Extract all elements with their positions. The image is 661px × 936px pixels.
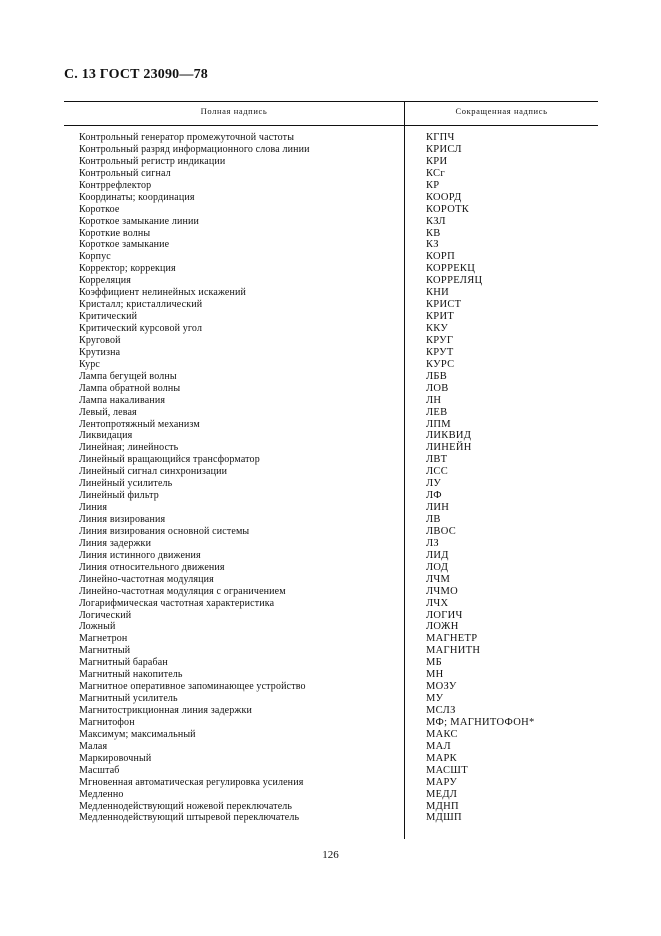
- full-inscription: Лампа бегущей волны: [79, 370, 177, 382]
- table-row: [64, 347, 598, 359]
- page-number: 126: [322, 849, 339, 861]
- short-inscription: МБ: [426, 657, 442, 669]
- short-inscription: ККУ: [426, 323, 449, 334]
- column-header-short: Сокращенная надпись: [455, 106, 548, 116]
- table-row: [64, 693, 598, 705]
- table-row: [64, 192, 598, 204]
- short-inscription: КРУТ: [426, 346, 454, 358]
- full-inscription: Линейный усилитель: [79, 478, 173, 490]
- page-title: С. 13 ГОСТ 23090—78: [64, 67, 208, 82]
- table-row: [64, 180, 598, 192]
- table-row: [64, 586, 598, 598]
- short-inscription: КУРС: [426, 358, 455, 370]
- table-row: [64, 335, 598, 347]
- short-inscription: КООРД: [426, 191, 462, 203]
- table-row: [64, 562, 598, 574]
- table-row: [64, 789, 598, 801]
- full-inscription: Корреляция: [79, 275, 132, 287]
- table-row: [64, 359, 598, 371]
- full-inscription: Лентопротяжный механизм: [79, 418, 200, 430]
- short-inscription: ЛЗ: [426, 537, 439, 549]
- short-inscription: МУ: [426, 693, 444, 705]
- table-row: [64, 574, 598, 586]
- full-inscription: Короткое: [79, 203, 120, 215]
- table-row: [64, 383, 598, 395]
- full-inscription: Контррефлектор: [79, 179, 152, 191]
- column-header-full: Полная надпись: [200, 106, 268, 116]
- short-inscription: МН: [426, 669, 444, 681]
- full-inscription: Линия визирования: [79, 514, 166, 525]
- table-row: [64, 239, 598, 251]
- table-row: [64, 395, 598, 407]
- short-inscription: КЗ: [426, 239, 439, 251]
- full-inscription: Контрольный генератор промежуточной частоты: [79, 132, 295, 143]
- full-inscription: Ликвидация: [79, 430, 133, 442]
- full-inscription: Магнитострикционная линия задержки: [79, 705, 252, 716]
- full-inscription: Магнитное оперативное запоминающее устройство: [79, 681, 306, 693]
- short-inscription: ЛОВ: [426, 382, 449, 394]
- full-inscription: Короткое замыкание: [79, 239, 170, 251]
- table-row: [64, 801, 598, 813]
- full-inscription: Линейно-частотная модуляция с ограничением: [79, 585, 286, 597]
- short-inscription: ЛИНЕЙН: [426, 442, 472, 454]
- full-inscription: Линия задержки: [79, 537, 152, 549]
- full-inscription: Корректор; коррекция: [79, 263, 176, 275]
- short-inscription: МЕДЛ: [426, 788, 458, 800]
- short-inscription: МАРК: [426, 752, 457, 764]
- short-inscription: МАГНИТН: [426, 645, 481, 657]
- table-row: [64, 753, 598, 765]
- full-inscription: Круговой: [79, 334, 121, 346]
- short-inscription: КРИТ: [426, 311, 455, 323]
- short-inscription: ЛОД: [426, 561, 449, 573]
- full-inscription: Магнитофон: [79, 716, 135, 728]
- full-inscription: Левый, левая: [79, 406, 137, 418]
- full-inscription: Маркировочный: [79, 752, 152, 764]
- table-row: [64, 741, 598, 753]
- short-inscription: ЛВТ: [426, 454, 448, 466]
- full-inscription: Логарифмическая частотная характеристика: [79, 597, 275, 609]
- short-inscription: МДНП: [426, 800, 459, 812]
- short-inscription: КР: [426, 179, 440, 191]
- full-inscription: Короткие волны: [79, 227, 151, 239]
- short-inscription: МДШП: [426, 812, 462, 824]
- full-inscription: Линейно-частотная модуляция: [79, 573, 214, 585]
- short-inscription: ЛОЖН: [426, 621, 459, 633]
- short-inscription: ЛЧМО: [426, 585, 459, 597]
- full-inscription: Линия относительного движения: [79, 561, 225, 573]
- short-inscription: КРИСТ: [426, 299, 462, 311]
- full-inscription: Медленно: [79, 788, 124, 800]
- full-inscription: Ложный: [79, 621, 116, 633]
- full-inscription: Магнитный усилитель: [79, 693, 178, 705]
- short-inscription: ЛН: [426, 394, 442, 406]
- short-inscription: ЛЧХ: [426, 597, 449, 609]
- short-inscription: КРИ: [426, 155, 448, 167]
- short-inscription: ЛЧМ: [426, 573, 451, 585]
- table-row: [64, 777, 598, 789]
- full-inscription: Мгновенная автоматическая регулировка усиления: [79, 776, 304, 788]
- table-row: [64, 645, 598, 657]
- table-row: [64, 251, 598, 263]
- short-inscription: ЛВОС: [426, 525, 457, 537]
- full-inscription: Линейный вращающийся трансформатор: [79, 454, 260, 466]
- short-inscription: ЛОГИЧ: [426, 609, 463, 621]
- table-header-rule: [64, 125, 598, 126]
- table-body: [64, 132, 598, 824]
- table-row: [64, 681, 598, 693]
- full-inscription: Линейный фильтр: [79, 490, 159, 502]
- table-row: [64, 657, 598, 669]
- short-inscription: ЛУ: [426, 478, 442, 490]
- table-row: [64, 550, 598, 562]
- short-inscription: МСЛЗ: [426, 705, 456, 716]
- full-inscription: Курс: [79, 358, 100, 370]
- table-row: [64, 323, 598, 335]
- full-inscription: Магнитный: [79, 645, 131, 657]
- short-inscription: ЛИН: [426, 502, 450, 514]
- table-row: [64, 705, 598, 717]
- short-inscription: КГПЧ: [426, 132, 455, 143]
- table-row: [64, 156, 598, 168]
- full-inscription: Максимум; максимальный: [79, 728, 196, 740]
- full-inscription: Линия: [79, 502, 108, 514]
- full-inscription: Линия визирования основной системы: [79, 525, 250, 537]
- short-inscription: МАСШТ: [426, 764, 468, 776]
- full-inscription: Медленнодействующий ножевой переключатель: [79, 800, 293, 812]
- short-inscription: ЛИД: [426, 549, 449, 561]
- table-row: [64, 168, 598, 180]
- table-row: [64, 514, 598, 526]
- short-inscription: ЛПМ: [426, 418, 451, 430]
- short-inscription: КВ: [426, 227, 441, 239]
- table-row: [64, 633, 598, 645]
- full-inscription: Контрольный регистр индикации: [79, 155, 226, 167]
- full-inscription: Линия истинного движения: [79, 549, 201, 561]
- full-inscription: Критический: [79, 311, 138, 323]
- table-top-rule: [64, 101, 598, 102]
- short-inscription: ЛФ: [426, 490, 442, 502]
- table-row: [64, 132, 598, 144]
- full-inscription: Критический курсовой угол: [79, 323, 203, 334]
- table-row: [64, 812, 598, 824]
- full-inscription: Коэффициент нелинейных искажений: [79, 287, 246, 299]
- short-inscription: МАГНЕТР: [426, 633, 478, 645]
- full-inscription: Крутизна: [79, 346, 121, 358]
- table-row: [64, 610, 598, 622]
- table-row: [64, 717, 598, 729]
- short-inscription: ЛИКВИД: [426, 430, 472, 442]
- table-row: [64, 621, 598, 633]
- table-row: [64, 287, 598, 299]
- table-row: [64, 478, 598, 490]
- short-inscription: КЗЛ: [426, 215, 446, 227]
- short-inscription: ЛБВ: [426, 370, 448, 382]
- short-inscription: КОРП: [426, 251, 455, 263]
- full-inscription: Магнетрон: [79, 633, 128, 645]
- full-inscription: Магнитный барабан: [79, 657, 168, 669]
- table-row: [64, 299, 598, 311]
- full-inscription: Линейный сигнал синхронизации: [79, 466, 228, 478]
- short-inscription: КОРРЕКЦ: [426, 263, 476, 275]
- table-row: [64, 407, 598, 419]
- full-inscription: Контрольный разряд информационного слова линии: [79, 143, 310, 155]
- table-row: [64, 454, 598, 466]
- full-inscription: Магнитный накопитель: [79, 669, 183, 681]
- table-row: [64, 765, 598, 777]
- full-inscription: Корпус: [79, 251, 111, 263]
- full-inscription: Контрольный сигнал: [79, 167, 171, 179]
- table-row: [64, 490, 598, 502]
- short-inscription: КОРРЕЛЯЦ: [426, 275, 483, 287]
- short-inscription: ЛСС: [426, 466, 449, 478]
- full-inscription: Координаты; координация: [79, 191, 195, 203]
- full-inscription: Малая: [79, 740, 108, 752]
- table-row: [64, 669, 598, 681]
- short-inscription: МАЛ: [426, 740, 451, 752]
- table-row: [64, 466, 598, 478]
- full-inscription: Лампа накаливания: [79, 394, 166, 406]
- full-inscription: Лампа обратной волны: [79, 382, 181, 394]
- table-row: [64, 204, 598, 216]
- short-inscription: КОРОТК: [426, 203, 470, 215]
- full-inscription: Короткое замыкание линии: [79, 215, 200, 227]
- table-row: [64, 144, 598, 156]
- full-inscription: Медленнодействующий штыревой переключатель: [79, 812, 300, 824]
- table-row: [64, 526, 598, 538]
- table-row: [64, 598, 598, 610]
- short-inscription: ЛВ: [426, 514, 441, 525]
- short-inscription: КРИСЛ: [426, 143, 462, 155]
- short-inscription: МАКС: [426, 728, 458, 740]
- table-row: [64, 216, 598, 228]
- table-row: [64, 442, 598, 454]
- full-inscription: Логический: [79, 609, 132, 621]
- table-row: [64, 538, 598, 550]
- short-inscription: КСг: [426, 167, 445, 179]
- table-row: [64, 263, 598, 275]
- table-row: [64, 419, 598, 431]
- short-inscription: МАРУ: [426, 776, 458, 788]
- table-row: [64, 729, 598, 741]
- full-inscription: Линейная; линейность: [79, 442, 179, 454]
- table-row: [64, 275, 598, 287]
- short-inscription: МОЗУ: [426, 681, 457, 693]
- table-row: [64, 311, 598, 323]
- table-row: [64, 430, 598, 442]
- full-inscription: Кристалл; кристаллический: [79, 299, 203, 311]
- short-inscription: ЛЕВ: [426, 406, 448, 418]
- short-inscription: КРУГ: [426, 334, 454, 346]
- table-row: [64, 228, 598, 240]
- short-inscription: МФ; МАГНИТОФОН*: [426, 716, 535, 728]
- table-row: [64, 371, 598, 383]
- full-inscription: Масштаб: [79, 764, 120, 776]
- table-row: [64, 502, 598, 514]
- short-inscription: КНИ: [426, 287, 450, 299]
